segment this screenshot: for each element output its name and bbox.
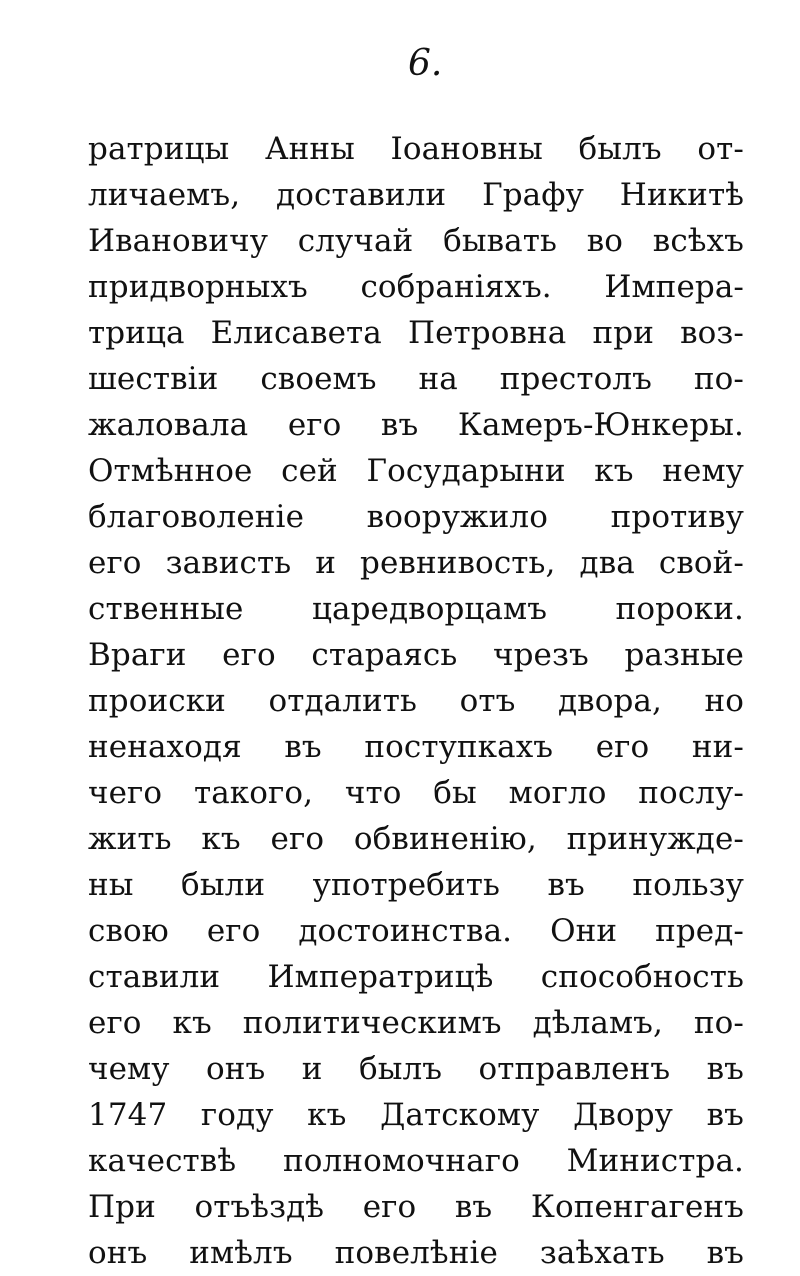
- text-line: качествѣ полномочнаго Министра.: [88, 1143, 744, 1179]
- text-line: При отъѣздѣ его въ Копенгагенъ: [88, 1189, 744, 1225]
- text-line: личаемъ, доставили Графу Никитѣ: [88, 177, 744, 213]
- text-line: происки отдалить отъ двора, но: [88, 683, 744, 719]
- text-line: ственные царедворцамъ пороки.: [88, 591, 744, 627]
- text-line: придворныхъ собраніяхъ. Импера-: [88, 269, 744, 305]
- text-line: чего такого, что бы могло послу-: [88, 775, 744, 811]
- text-line: ны были употребить въ пользу: [88, 867, 744, 903]
- text-line: шествіи своемъ на престолъ по-: [88, 361, 744, 397]
- text-line: ненаходя въ поступкахъ его ни-: [88, 729, 744, 765]
- text-line: его къ политическимъ дѣламъ, по-: [88, 1005, 744, 1041]
- text-line: трица Елисавета Петровна при воз-: [88, 315, 744, 351]
- page-number: 6.: [408, 43, 443, 84]
- text-line: Ивановичу случай бывать во всѣхъ: [88, 223, 744, 259]
- text-line: его зависть и ревнивость, два свой-: [88, 545, 744, 581]
- text-line: онъ имѣлъ повелѣніе заѣхать въ: [88, 1235, 744, 1271]
- text-line: 1747 году къ Датскому Двору въ: [88, 1097, 744, 1133]
- text-line: ратрицы Анны Іоановны былъ от-: [88, 131, 744, 167]
- text-line: свою его достоинства. Они пред-: [88, 913, 744, 949]
- text-line: благоволеніе вооружило противу: [88, 499, 744, 535]
- text-line: жаловала его въ Камеръ-Юнкеры.: [88, 407, 744, 443]
- text-line: Враги его стараясь чрезъ разные: [88, 637, 744, 673]
- text-line: чему онъ и былъ отправленъ въ: [88, 1051, 744, 1087]
- text-line: жить къ его обвиненію, принужде-: [88, 821, 744, 857]
- text-line: ставили Императрицѣ способность: [88, 959, 744, 995]
- text-line: Отмѣнное сей Государыни къ нему: [88, 453, 744, 489]
- body-text: [88, 126, 744, 1276]
